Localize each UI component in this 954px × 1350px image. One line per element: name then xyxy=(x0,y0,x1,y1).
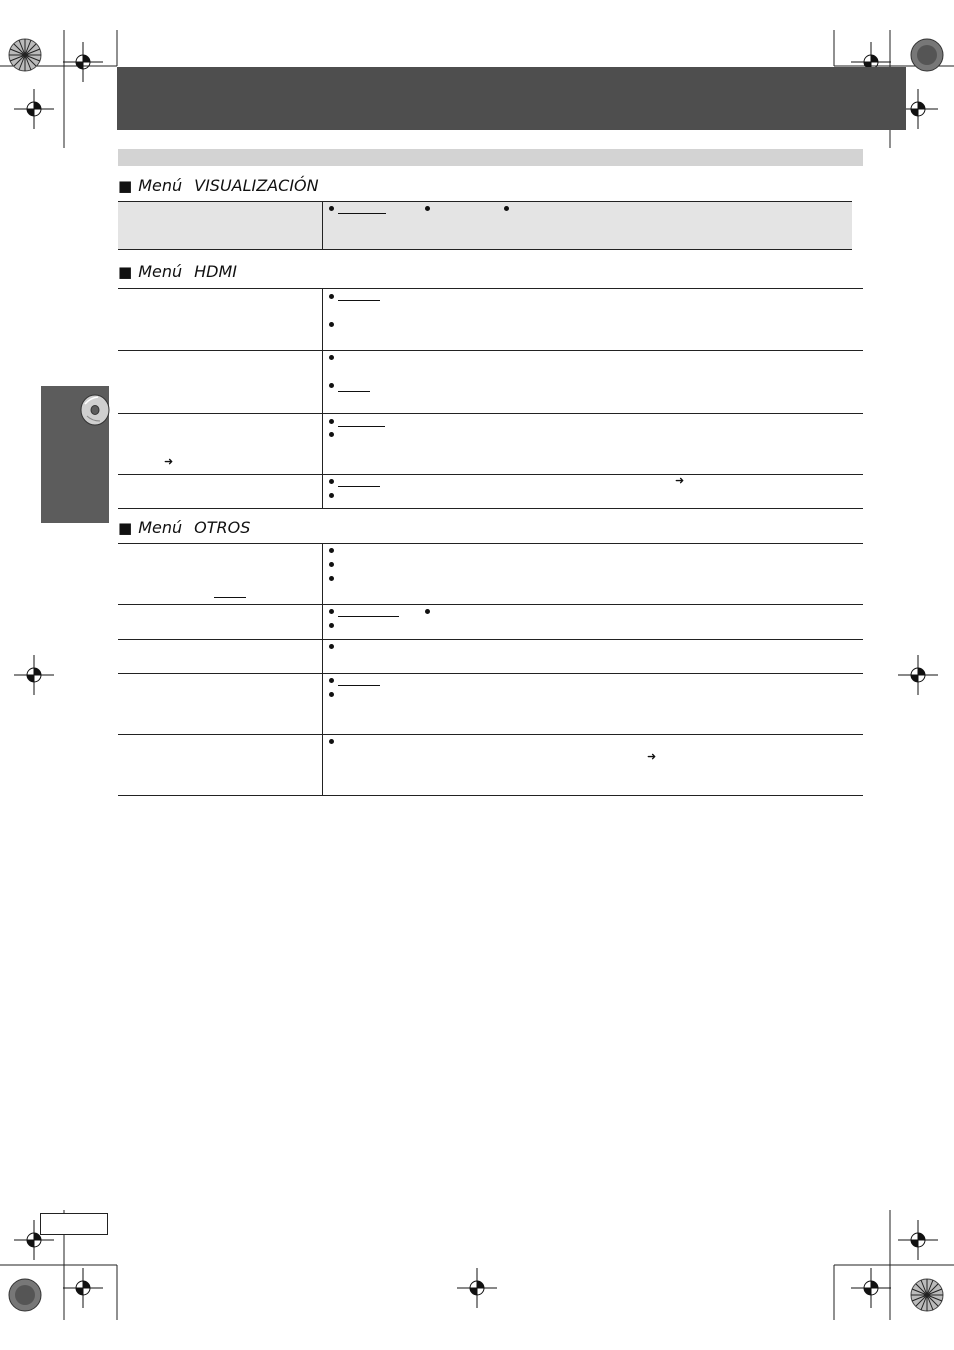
bullet-icon xyxy=(329,644,334,649)
default-underline xyxy=(338,213,386,214)
default-underline xyxy=(214,597,246,598)
default-underline xyxy=(338,486,380,487)
bullet-icon xyxy=(329,493,334,498)
section-title-otros xyxy=(118,518,250,537)
section-title-menu: Menú xyxy=(138,262,183,281)
section-title-menu: Menú xyxy=(138,518,183,537)
bullet-icon xyxy=(329,294,334,299)
page-number-box xyxy=(40,1213,108,1235)
bullet-icon xyxy=(329,548,334,553)
starburst-mark-icon xyxy=(910,1278,944,1312)
table-column-divider xyxy=(322,201,323,249)
bullet-icon xyxy=(329,419,334,424)
bullet-icon xyxy=(329,576,334,581)
starburst-mark-icon xyxy=(910,38,944,72)
default-underline xyxy=(338,426,385,427)
table-rule xyxy=(118,734,863,735)
section-title-name: VISUALIZACIÓN xyxy=(194,176,319,195)
disc-icon xyxy=(80,394,110,426)
section-title-name: OTROS xyxy=(194,518,251,537)
table-rule xyxy=(118,508,863,509)
table-column-divider xyxy=(322,288,323,508)
square-bullet-icon: ■ xyxy=(118,177,133,195)
bullet-icon xyxy=(329,432,334,437)
default-underline xyxy=(338,685,380,686)
registration-mark-icon xyxy=(63,42,103,82)
table-rule xyxy=(118,249,852,250)
square-bullet-icon: ■ xyxy=(118,263,133,281)
square-bullet-icon: ■ xyxy=(118,519,133,537)
registration-mark-icon xyxy=(851,1268,891,1308)
bullet-icon xyxy=(425,206,430,211)
table-rule xyxy=(118,604,863,605)
table-column-divider xyxy=(322,543,323,795)
table-rule xyxy=(118,350,863,351)
bullet-icon xyxy=(329,322,334,327)
registration-mark-icon xyxy=(898,655,938,695)
bullet-icon xyxy=(329,383,334,388)
bullet-icon xyxy=(329,562,334,567)
bullet-icon xyxy=(425,609,430,614)
registration-mark-icon xyxy=(457,1268,497,1308)
arrow-right-icon: ➜ xyxy=(164,456,174,468)
registration-mark-icon xyxy=(63,1268,103,1308)
default-underline xyxy=(338,391,370,392)
arrow-right-icon: ➜ xyxy=(675,475,685,487)
table-rule xyxy=(118,413,863,414)
section-title-hdmi xyxy=(118,262,237,281)
page-subheader-bar xyxy=(118,149,863,166)
default-underline xyxy=(338,300,380,301)
table-rule xyxy=(118,474,863,475)
table-rule xyxy=(118,639,863,640)
table-rule xyxy=(118,201,852,202)
default-underline xyxy=(338,616,399,617)
section-title-name: HDMI xyxy=(194,262,237,281)
table-rule xyxy=(118,543,863,544)
starburst-mark-icon xyxy=(8,38,42,72)
registration-mark-icon xyxy=(898,1220,938,1260)
table-rule xyxy=(118,288,863,289)
registration-mark-icon xyxy=(14,89,54,129)
registration-mark-icon xyxy=(14,655,54,695)
bullet-icon xyxy=(329,355,334,360)
bullet-icon xyxy=(329,678,334,683)
table-rule xyxy=(118,795,863,796)
arrow-right-icon: ➜ xyxy=(647,751,657,763)
bullet-icon xyxy=(329,609,334,614)
starburst-mark-icon xyxy=(8,1278,42,1312)
section-title-visualizacion xyxy=(118,176,319,195)
page-header-bar xyxy=(117,67,906,130)
bullet-icon xyxy=(329,692,334,697)
bullet-icon xyxy=(329,739,334,744)
bullet-icon xyxy=(329,206,334,211)
section-title-menu: Menú xyxy=(138,176,183,195)
table-rule xyxy=(118,673,863,674)
table-row-shade xyxy=(118,201,852,249)
bullet-icon xyxy=(329,479,334,484)
bullet-icon xyxy=(329,623,334,628)
bullet-icon xyxy=(504,206,509,211)
